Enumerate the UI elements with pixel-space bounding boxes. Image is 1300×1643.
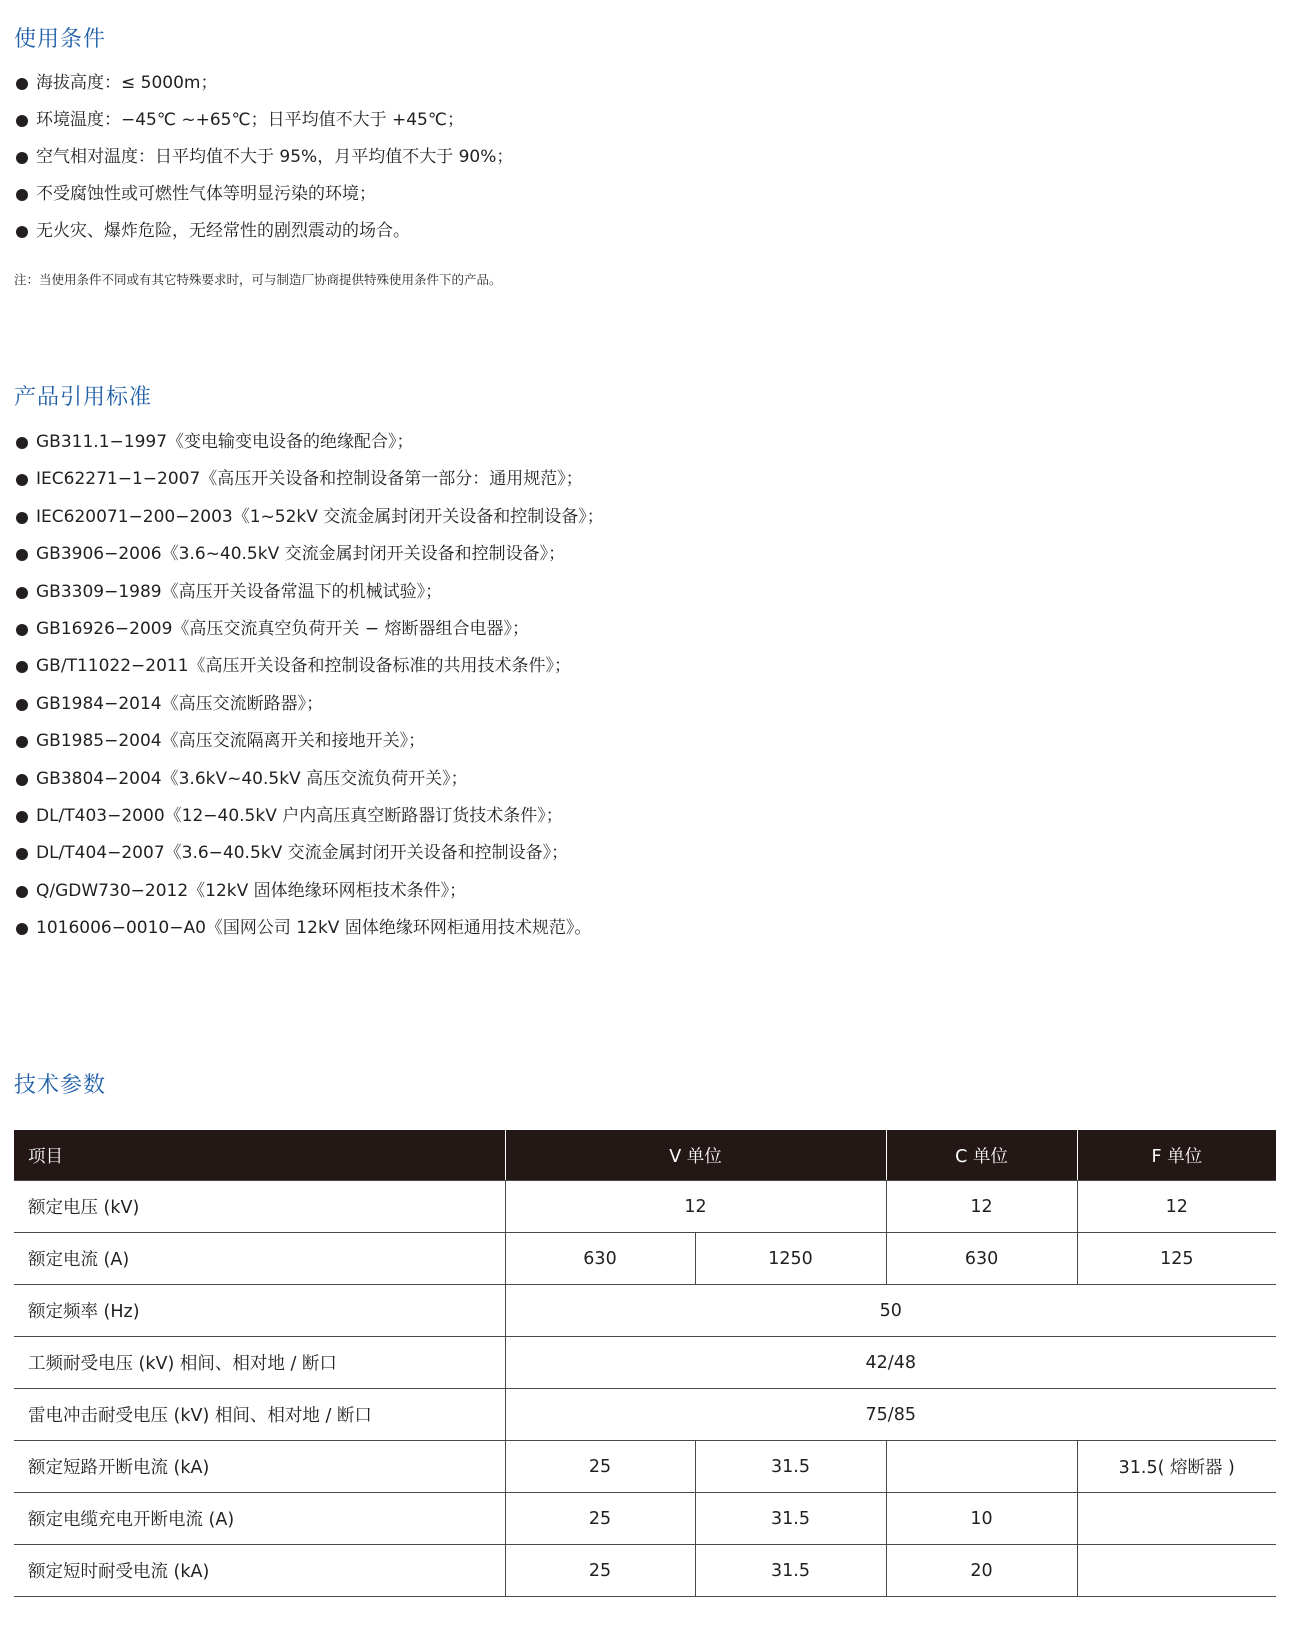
- cell-c: [886, 1441, 1077, 1493]
- tech-params-table: [14, 1130, 1276, 1597]
- cell-c: 12: [886, 1181, 1077, 1233]
- list-item: GB3804−2004《3.6kV~40.5kV 高压交流负荷开关》；: [14, 769, 604, 789]
- row-label: 额定电缆充电开断电流 (A): [14, 1493, 505, 1545]
- row-label: 额定短路开断电流 (kA): [14, 1441, 505, 1493]
- list-item: GB311.1−1997《变电输变电设备的绝缘配合》；: [14, 432, 604, 452]
- row-label: 雷电冲击耐受电压 (kV) 相间、相对地 / 断口: [14, 1389, 505, 1441]
- usage-conditions-list: [14, 73, 513, 241]
- list-item: 空气相对温度：日平均值不大于 95%，月平均值不大于 90%；: [14, 147, 513, 167]
- cell-f: [1077, 1545, 1276, 1597]
- table-row: [14, 1181, 1276, 1233]
- list-item: GB3309−1989《高压开关设备常温下的机械试验》；: [14, 582, 604, 602]
- list-item: 1016006−0010−A0《国网公司 12kV 固体绝缘环网柜通用技术规范》。: [14, 918, 604, 938]
- cell-v2: 1250: [695, 1233, 886, 1285]
- cell-v2: 31.5: [695, 1441, 886, 1493]
- row-label: 额定频率 (Hz): [14, 1285, 505, 1337]
- list-item: GB1985−2004《高压交流隔离开关和接地开关》；: [14, 731, 604, 751]
- cell-all: 50: [505, 1285, 1276, 1337]
- row-label: 额定电流 (A): [14, 1233, 505, 1285]
- table-row: [14, 1493, 1276, 1545]
- cell-v1: 630: [505, 1233, 695, 1285]
- table-row: [14, 1285, 1276, 1337]
- list-item: IEC62271−1−2007《高压开关设备和控制设备第一部分：通用规范》；: [14, 469, 604, 489]
- cell-all: 42/48: [505, 1337, 1276, 1389]
- list-item: 无火灾、爆炸危险，无经常性的剧烈震动的场合。: [14, 221, 513, 241]
- cell-f: 125: [1077, 1233, 1276, 1285]
- standards-list: [14, 432, 604, 938]
- cell-v2: 31.5: [695, 1545, 886, 1597]
- header-item: 项目: [14, 1130, 505, 1181]
- header-c-unit: C 单位: [886, 1130, 1077, 1181]
- list-item: 环境温度：−45℃ ~+65℃；日平均值不大于 +45℃；: [14, 110, 513, 130]
- cell-f: [1077, 1493, 1276, 1545]
- cell-c: 630: [886, 1233, 1077, 1285]
- tech-params-title: 技术参数: [14, 1073, 107, 1098]
- table-row: [14, 1389, 1276, 1441]
- table-row: [14, 1337, 1276, 1389]
- header-v-unit: V 单位: [505, 1130, 886, 1181]
- row-label: 工频耐受电压 (kV) 相间、相对地 / 断口: [14, 1337, 505, 1389]
- row-label: 额定电压 (kV): [14, 1181, 505, 1233]
- list-item: GB16926−2009《高压交流真空负荷开关 − 熔断器组合电器》；: [14, 619, 604, 639]
- cell-v1: 25: [505, 1441, 695, 1493]
- usage-conditions-title: 使用条件: [14, 27, 107, 52]
- list-item: GB3906−2006《3.6~40.5kV 交流金属封闭开关设备和控制设备》；: [14, 544, 604, 564]
- cell-c: 20: [886, 1545, 1077, 1597]
- row-label: 额定短时耐受电流 (kA): [14, 1545, 505, 1597]
- list-item: DL/T403−2000《12−40.5kV 户内高压真空断路器订货技术条件》；: [14, 806, 604, 826]
- usage-note: 注：当使用条件不同或有其它特殊要求时，可与制造厂协商提供特殊使用条件下的产品。: [14, 272, 502, 287]
- cell-v2: 31.5: [695, 1493, 886, 1545]
- list-item: Q/GDW730−2012《12kV 固体绝缘环网柜技术条件》；: [14, 881, 604, 901]
- list-item: GB1984−2014《高压交流断路器》；: [14, 694, 604, 714]
- list-item: IEC620071−200−2003《1~52kV 交流金属封闭开关设备和控制设备》；: [14, 507, 604, 527]
- cell-all: 75/85: [505, 1389, 1276, 1441]
- list-item: GB/T11022−2011《高压开关设备和控制设备标准的共用技术条件》；: [14, 656, 604, 676]
- cell-f: 31.5( 熔断器 ): [1077, 1441, 1276, 1493]
- list-item: 不受腐蚀性或可燃性气体等明显污染的环境；: [14, 184, 513, 204]
- cell-f: 12: [1077, 1181, 1276, 1233]
- table-row: [14, 1545, 1276, 1597]
- cell-c: 10: [886, 1493, 1077, 1545]
- cell-v: 12: [505, 1181, 886, 1233]
- table-header-row: [14, 1130, 1276, 1181]
- table-row: [14, 1441, 1276, 1493]
- cell-v1: 25: [505, 1493, 695, 1545]
- list-item: DL/T404−2007《3.6−40.5kV 交流金属封闭开关设备和控制设备》；: [14, 843, 604, 863]
- standards-title: 产品引用标准: [14, 385, 153, 410]
- list-item: 海拔高度：≤ 5000m；: [14, 73, 513, 93]
- header-f-unit: F 单位: [1077, 1130, 1276, 1181]
- cell-v1: 25: [505, 1545, 695, 1597]
- table-row: [14, 1233, 1276, 1285]
